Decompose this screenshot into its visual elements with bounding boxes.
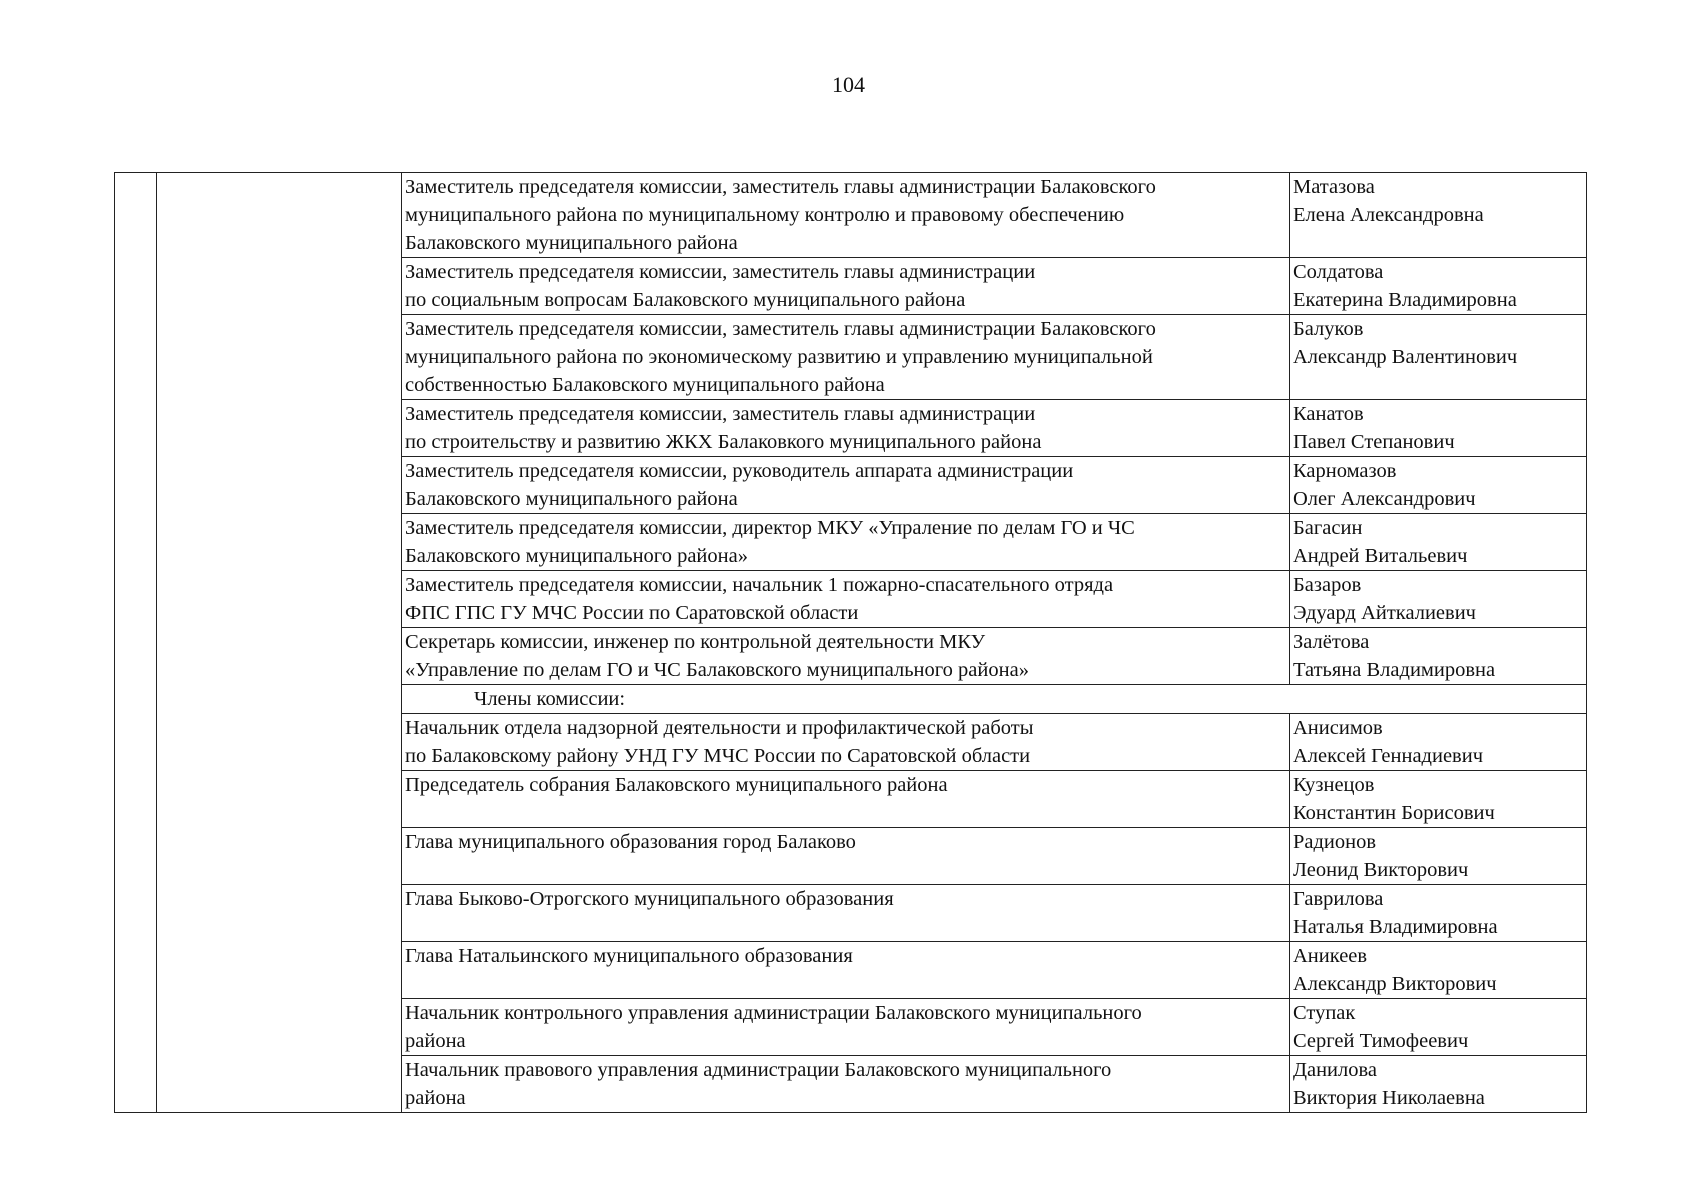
name-cell: Солдатова Екатерина Владимировна	[1290, 258, 1587, 315]
name-cell: Радионов Леонид Викторович	[1290, 828, 1587, 885]
name-cell: Залётова Татьяна Владимировна	[1290, 628, 1587, 685]
position-cell: Заместитель председателя комиссии, заместитель главы администрации Балаковского муниципального района по экономическому развитию и управлению муниципальной собственностью Балаковского муниципального района	[402, 315, 1290, 400]
name-cell: Карномазов Олег Александрович	[1290, 457, 1587, 514]
position-cell: Начальник контрольного управления администрации Балаковского муниципального района	[402, 999, 1290, 1056]
position-cell: Заместитель председателя комиссии, заместитель главы администрации по социальным вопросам Балаковского муниципального района	[402, 258, 1290, 315]
name-cell: Кузнецов Константин Борисович	[1290, 771, 1587, 828]
position-cell: Заместитель председателя комиссии, заместитель главы администрации по строительству и развитию ЖКХ Балаковкого муниципального района	[402, 400, 1290, 457]
page-number: 104	[832, 72, 865, 97]
name-cell: Данилова Виктория Николаевна	[1290, 1056, 1587, 1113]
position-cell: Глава Натальинского муниципального образования	[402, 942, 1290, 999]
empty-category-cell	[157, 173, 402, 1113]
position-cell: Глава Быково-Отрогского муниципального образования	[402, 885, 1290, 942]
name-cell: Матазова Елена Александровна	[1290, 173, 1587, 258]
position-cell: Начальник правового управления администрации Балаковского муниципального района	[402, 1056, 1290, 1113]
position-cell: Заместитель председателя комиссии, руководитель аппарата администрации Балаковского муниципального района	[402, 457, 1290, 514]
position-cell: Председатель собрания Балаковского муниципального района	[402, 771, 1290, 828]
name-cell: Базаров Эдуард Айткалиевич	[1290, 571, 1587, 628]
position-cell: Глава муниципального образования город Балаково	[402, 828, 1290, 885]
name-cell: Аникеев Александр Викторович	[1290, 942, 1587, 999]
position-cell: Заместитель председателя комиссии, директор МКУ «Упраление по делам ГО и ЧС Балаковского муниципального района»	[402, 514, 1290, 571]
members-heading: Члены комиссии:	[402, 685, 1587, 714]
name-cell: Анисимов Алексей Геннадиевич	[1290, 714, 1587, 771]
name-cell: Балуков Александр Валентинович	[1290, 315, 1587, 400]
position-cell: Заместитель председателя комиссии, начальник 1 пожарно-спасательного отряда ФПС ГПС ГУ МЧС России по Саратовской области	[402, 571, 1290, 628]
name-cell: Канатов Павел Степанович	[1290, 400, 1587, 457]
name-cell: Багасин Андрей Витальевич	[1290, 514, 1587, 571]
position-cell: Начальник отдела надзорной деятельности и профилактической работы по Балаковскому району УНД ГУ МЧС России по Саратовской области	[402, 714, 1290, 771]
table-row	[115, 173, 1587, 258]
name-cell: Ступак Сергей Тимофеевич	[1290, 999, 1587, 1056]
commission-table	[114, 172, 1587, 1113]
empty-number-cell	[115, 173, 157, 1113]
position-cell: Заместитель председателя комиссии, заместитель главы администрации Балаковского муниципального района по муниципальному контролю и правовому обеспечению Балаковского муниципального района	[402, 173, 1290, 258]
name-cell: Гаврилова Наталья Владимировна	[1290, 885, 1587, 942]
position-cell: Секретарь комиссии, инженер по контрольной деятельности МКУ «Управление по делам ГО и ЧС Балаковского муниципального района»	[402, 628, 1290, 685]
